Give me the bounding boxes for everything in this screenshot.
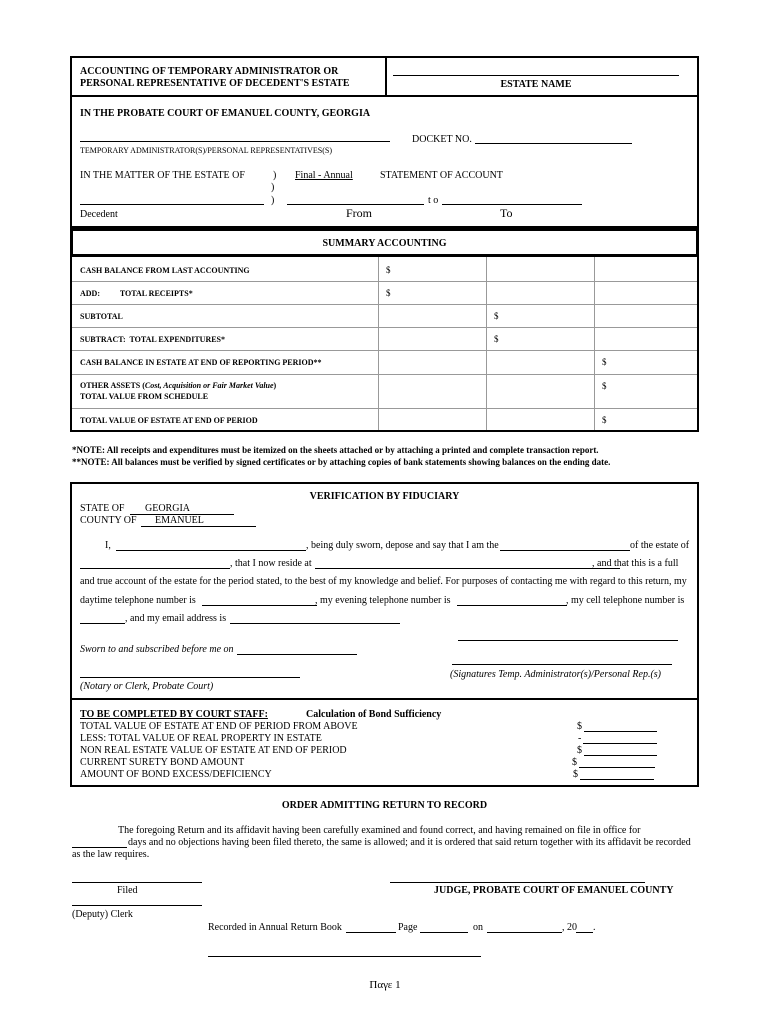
full-text: , and that this is a full xyxy=(592,558,679,569)
email-label: , and my email address is xyxy=(125,613,227,624)
table-row: SUBTRACT: TOTAL EXPENDITURES* xyxy=(80,335,225,344)
representatives-label: TEMPORARY ADMINISTRATOR(S)/PERSONAL REPRESENTATIVES(S) xyxy=(80,146,332,155)
note-receipts: *NOTE: All receipts and expenditures must be itemized on the sheets attached or by attaching a printed and complete transaction report. xyxy=(72,445,599,455)
evening-phone-field[interactable] xyxy=(457,605,567,606)
representatives-field[interactable] xyxy=(80,141,390,142)
col-divider-2 xyxy=(486,257,487,430)
estate-of-field[interactable] xyxy=(80,568,230,569)
recorder-signature-line[interactable] xyxy=(208,956,481,957)
estate-name-label: ESTATE NAME xyxy=(500,79,572,90)
cell-phone-field[interactable] xyxy=(80,623,125,624)
amount-cell[interactable]: $ xyxy=(494,334,499,344)
paren-2: ) xyxy=(271,182,275,193)
bond-sym: $ xyxy=(573,769,578,780)
date-field[interactable] xyxy=(487,932,562,933)
notary-signature-line[interactable] xyxy=(80,677,300,678)
row-line-6 xyxy=(72,408,697,409)
amount-cell[interactable]: $ xyxy=(602,415,607,425)
form-title-line1: ACCOUNTING OF TEMPORARY ADMINISTRATOR OR xyxy=(80,66,339,77)
clerk-label: (Deputy) Clerk xyxy=(72,909,133,920)
col-divider-3 xyxy=(594,257,595,430)
capacity-field[interactable] xyxy=(500,550,630,551)
bond-sym: - xyxy=(578,733,582,744)
estate-name-field[interactable] xyxy=(393,75,679,76)
period-from-field[interactable] xyxy=(287,204,424,205)
summary-table xyxy=(70,257,699,432)
judge-label: JUDGE, PROBATE COURT OF EMANUEL COUNTY xyxy=(434,885,674,896)
table-row: ADD: TOTAL RECEIPTS* xyxy=(80,289,193,298)
year-field[interactable] xyxy=(576,932,593,933)
table-row: CASH BALANCE IN ESTATE AT END OF REPORTING PERIOD** xyxy=(80,358,322,367)
bond-amount-field[interactable] xyxy=(584,755,657,756)
bond-row: NON REAL ESTATE VALUE OF ESTATE AT END OF PERIOD xyxy=(80,745,347,756)
recorded-label: Recorded in Annual Return Book xyxy=(208,922,342,933)
court-staff-label: TO BE COMPLETED BY COURT STAFF: xyxy=(80,709,268,720)
book-field[interactable] xyxy=(346,932,396,933)
period-to-field[interactable] xyxy=(442,204,582,205)
bond-calc-label: Calculation of Bond Sufficiency xyxy=(306,709,442,720)
paren-1: ) xyxy=(273,170,277,181)
amount-cell[interactable]: $ xyxy=(494,311,499,321)
page-label: Page xyxy=(398,922,418,933)
fiduciary-name-field[interactable] xyxy=(116,550,306,551)
evening-label: , my evening telephone number is xyxy=(315,595,451,606)
decedent-label: Decedent xyxy=(80,209,118,220)
filed-line[interactable] xyxy=(72,882,202,883)
bond-row: CURRENT SURETY BOND AMOUNT xyxy=(80,757,245,768)
other-assets-note: Cost, Acquisition or Fair Market Value xyxy=(144,381,274,390)
docket-field[interactable] xyxy=(475,143,632,144)
clerk-signature-line[interactable] xyxy=(72,905,202,906)
table-row: SUBTOTAL xyxy=(80,312,123,321)
summary-title: SUMMARY ACCOUNTING xyxy=(322,238,447,249)
matter-label: IN THE MATTER OF THE ESTATE OF xyxy=(80,170,245,181)
col-divider-1 xyxy=(378,257,379,430)
court-title: IN THE PROBATE COURT OF EMANUEL COUNTY, GEORGIA xyxy=(80,108,371,119)
amount-cell[interactable]: $ xyxy=(602,381,607,391)
statement-label: STATEMENT OF ACCOUNT xyxy=(380,170,503,181)
amount-cell[interactable]: $ xyxy=(386,288,391,298)
signatures-label: (Signatures Temp. Administrator(s)/Personal Rep.(s) xyxy=(450,669,662,680)
docket-label: DOCKET NO. xyxy=(412,134,472,145)
from-label: From xyxy=(346,206,373,220)
bond-amount-field[interactable] xyxy=(584,731,657,732)
accounting-type[interactable]: Final - Annual xyxy=(295,170,353,181)
signature-line-2[interactable] xyxy=(452,664,672,665)
bond-amount-field[interactable] xyxy=(580,779,654,780)
table-row: TOTAL VALUE FROM SCHEDULE xyxy=(80,392,209,401)
county-value: EMANUEL xyxy=(155,515,204,526)
state-label: STATE OF xyxy=(80,503,125,514)
residence-field[interactable] xyxy=(315,568,620,569)
email-field[interactable] xyxy=(230,623,400,624)
sworn-date-field[interactable] xyxy=(237,654,357,655)
signature-line-1[interactable] xyxy=(458,640,678,641)
notary-label: (Notary or Clerk, Probate Court) xyxy=(80,681,214,692)
note-balances: **NOTE: All balances must be verified by signed certificates or by attaching copies of bank statements showing balances on the ending date. xyxy=(72,457,611,467)
bond-amount-field[interactable] xyxy=(579,767,655,768)
days-field[interactable] xyxy=(72,847,127,848)
bond-sym: $ xyxy=(577,745,582,756)
bond-row: AMOUNT OF BOND EXCESS/DEFICIENCY xyxy=(80,769,272,780)
i-label: I, xyxy=(105,540,111,551)
reside-text: , that I now reside at xyxy=(230,558,312,569)
judge-signature-line[interactable] xyxy=(390,882,645,883)
table-row: TOTAL VALUE OF ESTATE AT END OF PERIOD xyxy=(80,416,258,425)
header-divider xyxy=(385,56,387,97)
state-value: GEORGIA xyxy=(145,503,190,514)
to-label: To xyxy=(500,206,513,220)
paren-3: ) xyxy=(271,195,275,206)
year-end: . xyxy=(593,922,596,933)
page-number: Παγε 1 xyxy=(369,979,401,991)
form-title-line2: PERSONAL REPRESENTATIVE OF DECEDENT'S ESTATE xyxy=(80,78,350,89)
row-line-2 xyxy=(72,304,697,305)
bond-sym: $ xyxy=(577,721,582,732)
bond-amount-field[interactable] xyxy=(583,743,657,744)
other-assets-label: OTHER ASSETS (Cost, Acquisition or Fair Market Value) xyxy=(80,381,277,390)
verification-title: VERIFICATION BY FIDUCIARY xyxy=(309,491,460,502)
of-estate-text: of the estate of xyxy=(630,540,690,551)
cell-label: , my cell telephone number is xyxy=(566,595,685,606)
row-line-5 xyxy=(72,374,697,375)
year-label: , 20 xyxy=(562,922,577,933)
order-title: ORDER ADMITTING RETURN TO RECORD xyxy=(281,800,488,811)
county-field[interactable] xyxy=(141,526,256,527)
daytime-phone-field[interactable] xyxy=(202,605,317,606)
row-line-1 xyxy=(72,281,697,282)
row-line-3 xyxy=(72,327,697,328)
page-field[interactable] xyxy=(420,932,468,933)
daytime-label: daytime telephone number is xyxy=(80,595,196,606)
order-text-line2: days and no objections having been filed thereto, the same is allowed; and it is ordered that said return together with its affidavit be recorded xyxy=(128,837,691,848)
on-label: on xyxy=(473,922,483,933)
county-label: COUNTY OF xyxy=(80,515,137,526)
amount-cell[interactable]: $ xyxy=(386,265,391,275)
decedent-name-field[interactable] xyxy=(80,204,264,205)
table-row: CASH BALANCE FROM LAST ACCOUNTING xyxy=(80,266,250,275)
sworn-before-label: Sworn to and subscribed before me on xyxy=(80,644,234,655)
true-account-text: and true account of the estate for the period stated, to the best of my knowledge and belief. For purposes of contacting me with regard to this return, my xyxy=(80,576,687,587)
bond-row: TOTAL VALUE OF ESTATE AT END OF PERIOD FROM ABOVE xyxy=(80,721,358,732)
to-word: t o xyxy=(428,195,439,206)
filed-label: Filed xyxy=(117,885,138,896)
row-line-4 xyxy=(72,350,697,351)
order-text-line1: The foregoing Return and its affidavit having been carefully examined and found correct, and having remained on file in office for xyxy=(118,825,641,836)
amount-cell[interactable]: $ xyxy=(602,357,607,367)
bond-row: LESS: TOTAL VALUE OF REAL PROPERTY IN ESTATE xyxy=(80,733,322,744)
order-text-line3: as the law requires. xyxy=(72,849,150,860)
bond-sym: $ xyxy=(572,757,577,768)
sworn-text: , being duly sworn, depose and say that I am the xyxy=(306,540,499,551)
